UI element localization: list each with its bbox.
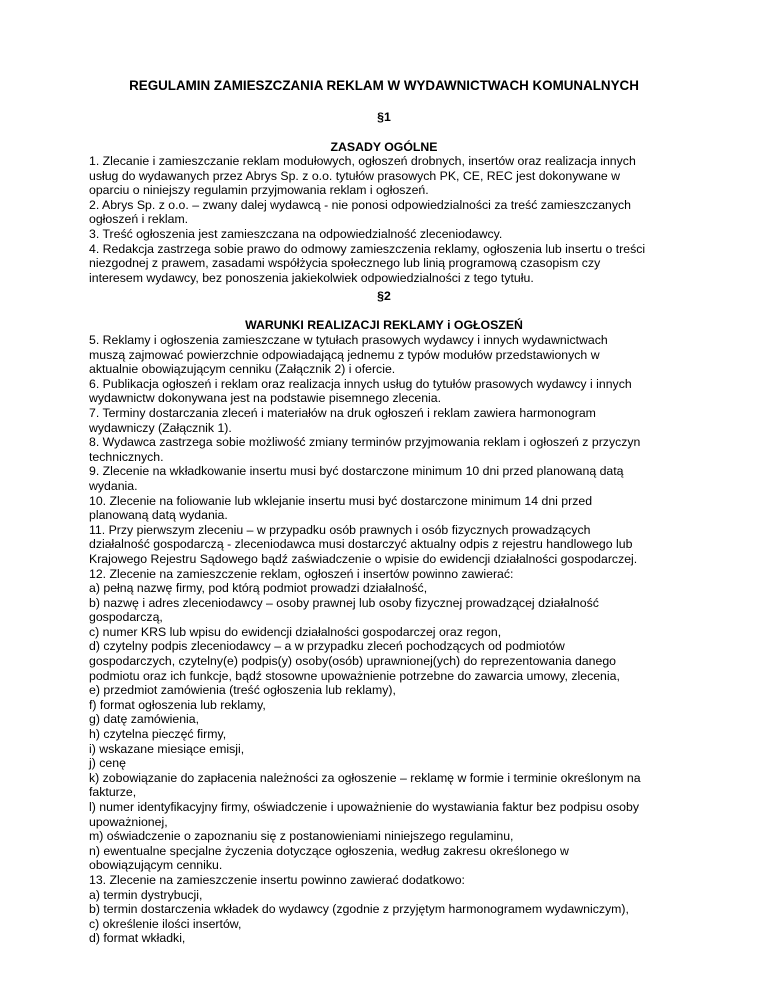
text-line: a) termin dystrybucji, bbox=[89, 887, 203, 902]
text-line: niezgodnej z prawem, zasadami współżycia społecznego lub linią programową czasopism czy bbox=[89, 256, 601, 271]
text-line: 5. Reklamy i ogłoszenia zamieszczane w tytułach prasowych wydawcy i innych wydawnictwach bbox=[89, 333, 608, 347]
text-line: 3. Treść ogłoszenia jest zamieszczana na odpowiedzialność zleceniodawcy. bbox=[89, 226, 503, 241]
text-line: 6. Publikacja ogłoszeń i reklam oraz realizacja innych usług do tytułów prasowych wydawcy i innych bbox=[89, 376, 632, 391]
text-line: n) ewentualne specjalne życzenia dotyczące ogłoszenia, według zakresu określonego w bbox=[89, 843, 569, 858]
text-line: 2. Abrys Sp. z o.o. – zwany dalej wydawcą - nie ponosi odpowiedzialności za treść zamieszczanych bbox=[89, 197, 632, 212]
section-1-heading: ZASADY OGÓLNE bbox=[330, 140, 438, 154]
text-line: oparciu o niniejszy regulamin przyjmowania reklam i ogłoszeń. bbox=[89, 183, 429, 198]
text-line: d) czytelny podpis zleceniodawcy – a w przypadku zleceń pochodzących od podmiotów bbox=[89, 639, 565, 654]
text-line: 9. Zlecenie na wkładkowanie insertu musi być dostarczone minimum 10 dni przed planowaną datą bbox=[89, 464, 624, 479]
section-2-body bbox=[89, 333, 689, 946]
text-line: 10. Zlecenie na foliowanie lub wklejanie insertu musi być dostarczone minimum 14 dni przed bbox=[89, 493, 593, 508]
text-line: usług do wydawanych przez Abrys Sp. z o.o. tytułów prasowych PK, CE, REC jest dokonywane w bbox=[89, 168, 621, 183]
text-line: wydawniczy (Załącznik 1). bbox=[89, 420, 232, 435]
section-1-body bbox=[89, 154, 689, 285]
section-2-heading: WARUNKI REALIZACJI REKLAMY i OGŁOSZEŃ bbox=[245, 318, 523, 332]
text-line: fakturze, bbox=[89, 785, 137, 800]
text-line: wydania. bbox=[89, 478, 138, 493]
text-line: b) termin dostarczenia wkładek do wydawcy (zgodnie z przyjętym harmonogramem wydawniczym), bbox=[89, 902, 629, 917]
text-line: l) numer identyfikacyjny firmy, oświadczenie i upoważnienie do wystawiania faktur bez podpisu osoby bbox=[89, 800, 639, 814]
text-line: e) przedmiot zamówienia (treść ogłoszenia lub reklamy), bbox=[89, 683, 396, 698]
text-line: 12. Zlecenie na zamieszczenie reklam, ogłoszeń i insertów powinno zawierać: bbox=[89, 566, 514, 581]
text-line: 7. Terminy dostarczania zleceń i materiałów na druk ogłoszeń i reklam zawiera harmonogram bbox=[89, 405, 596, 420]
text-line: h) czytelna pieczęć firmy, bbox=[89, 727, 227, 742]
document-title: REGULAMIN ZAMIESZCZANIA REKLAM W WYDAWNICTWACH KOMUNALNYCH bbox=[129, 78, 639, 93]
text-line: technicznych. bbox=[89, 449, 164, 464]
text-line: f) format ogłoszenia lub reklamy, bbox=[89, 697, 266, 712]
text-line: interesem wydawcy, bez ponoszenia jakiekolwiek odpowiedzialności z tego tytułu. bbox=[89, 270, 534, 285]
text-line: 4. Redakcja zastrzega sobie prawo do odmowy zamieszczenia reklamy, ogłoszenia lub insertu o treści bbox=[89, 241, 646, 256]
text-line: k) zobowiązanie do zapłacenia należności za ogłoszenie – reklamę w formie i terminie określonym na bbox=[89, 770, 641, 785]
text-line: 1. Zlecanie i zamieszczanie reklam modułowych, ogłoszeń drobnych, insertów oraz realizacja innych bbox=[89, 154, 636, 168]
text-line: 13. Zlecenie na zamieszczenie insertu powinno zawierać dodatkowo: bbox=[89, 872, 465, 887]
text-line: podmiotu oraz ich funkcje, bądź stosowne upoważnienie potrzebne do zawarcia umowy, zlecenia, bbox=[89, 668, 620, 683]
text-line: aktualnie obowiązującym cenniku (Załącznik 2) i ofercie. bbox=[89, 362, 396, 377]
text-line: c) numer KRS lub wpisu do ewidencji działalności gospodarczej oraz regon, bbox=[89, 624, 502, 639]
text-line: 11. Przy pierwszym zleceniu – w przypadku osób prawnych i osób fizycznych prowadzących bbox=[89, 522, 591, 537]
text-line: gospodarczą, bbox=[89, 610, 163, 625]
text-line: j) cenę bbox=[89, 756, 126, 771]
text-line: 8. Wydawca zastrzega sobie możliwość zmiany terminów przyjmowania reklam i ogłoszeń z przyczyn bbox=[89, 435, 641, 450]
section-2-symbol: §2 bbox=[377, 289, 391, 303]
text-line: gospodarczych, czytelny(e) podpis(y) osoby(osób) uprawnionej(ych) do reprezentowania danego bbox=[89, 654, 617, 669]
text-line: g) datę zamówienia, bbox=[89, 712, 200, 727]
text-line: b) nazwę i adres zleceniodawcy – osoby prawnej lub osoby fizycznej prowadzącej działalność bbox=[89, 595, 599, 610]
text-line: d) format wkładki, bbox=[89, 931, 186, 946]
text-line: planowaną datą wydania. bbox=[89, 508, 228, 523]
text-line: działalność gospodarczą - zleceniodawca musi dostarczyć aktualny odpis z rejestru handlowego lub bbox=[89, 537, 633, 552]
text-line: upoważnionej, bbox=[89, 814, 168, 829]
text-line: muszą zajmować powierzchnie odpowiadającą jednemu z typów modułów przedstawionych w bbox=[89, 347, 600, 362]
text-line: c) określenie ilości insertów, bbox=[89, 916, 242, 931]
text-line: obowiązującym cenniku. bbox=[89, 858, 223, 873]
text-line: wydawnictw dokonywana jest na podstawie pisemnego zlecenia. bbox=[89, 391, 442, 406]
text-line: a) pełną nazwę firmy, pod którą podmiot prowadzi działalność, bbox=[89, 581, 428, 596]
section-1-symbol: §1 bbox=[377, 110, 391, 124]
text-line: ogłoszeń i reklam. bbox=[89, 212, 189, 227]
text-line: i) wskazane miesiące emisji, bbox=[89, 741, 245, 756]
text-line: Krajowego Rejestru Sądowego bądź zaświadczenie o wpisie do ewidencji działalności gospodarczej. bbox=[89, 551, 638, 566]
text-line: m) oświadczenie o zapoznaniu się z postanowieniami niniejszego regulaminu, bbox=[89, 829, 514, 844]
